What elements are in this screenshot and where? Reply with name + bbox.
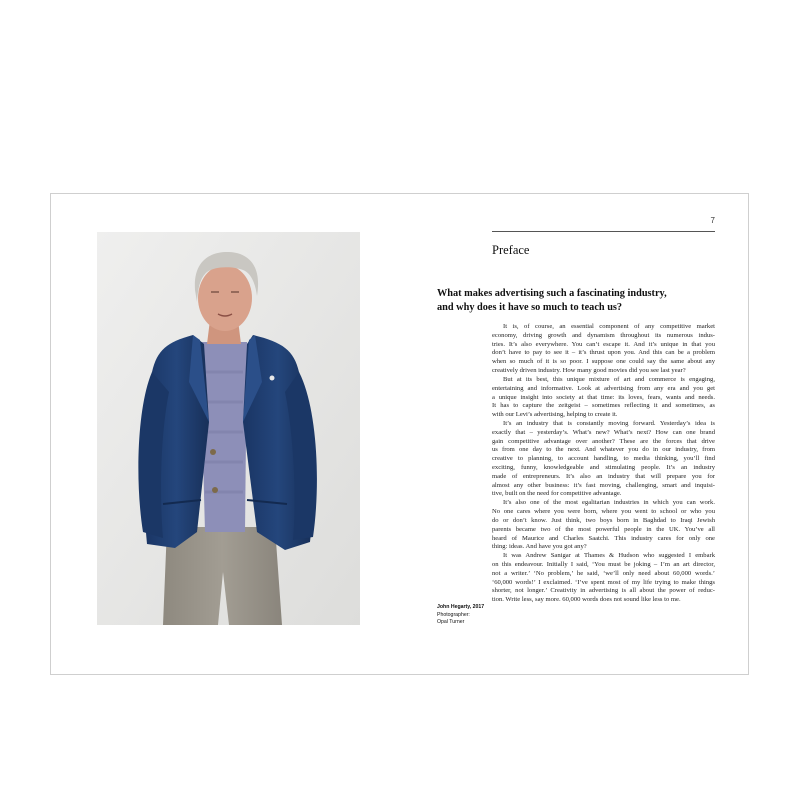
- body-line: do or don’t know. Just think, two boys born in Baghdad to Iraqi Jewish: [492, 516, 715, 524]
- body-line: tries. It’s also everywhere. You can’t escape it. And it’s unique in that you: [492, 340, 715, 348]
- body-line: almost any other business: it’s fast moving, challenging, smart and inquisi-: [492, 481, 715, 489]
- header-rule: [492, 231, 715, 232]
- body-line: creatively driven industry. How many good movies did you see last year?: [492, 367, 686, 375]
- body-line: not a writer.’ ‘No problem,’ he said, ‘we’ll only need about 60,000 words.’: [492, 569, 715, 577]
- book-spread: [50, 193, 749, 675]
- body-line: with our Levi’s advertising, helping to create it.: [492, 411, 618, 419]
- body-line: creative to planning, to account handling, to media thinking, you’ll find: [492, 455, 715, 463]
- body-line: economy, driving growth and dynamism throughout its numerous indus-: [492, 331, 715, 339]
- body-line: when so much of it is so poor. I suppose one could say the same about any: [492, 358, 715, 366]
- section-title: Preface: [492, 243, 530, 257]
- body-line: It was Andrew Sanigar at Thames & Hudson who suggested I embark: [503, 552, 715, 560]
- photo-caption: [437, 604, 497, 627]
- portrait-photo: [97, 232, 360, 625]
- caption-credit-name: Opal Turner: [437, 619, 465, 626]
- portrait-illustration: [97, 232, 360, 625]
- body-line: shorter, not longer.’ Creativity in advertising is all about the power of reduc-: [492, 587, 715, 595]
- body-line: parents became two of the most powerful people in the UK. You’ve all: [492, 525, 715, 533]
- body-line: us from one day to the next. And whatever you do in our industry, from: [492, 446, 715, 454]
- body-line: tion. Write less, say more. 60,000 words does not sound like less to me.: [492, 596, 681, 604]
- body-line: thing: ideas. And have you got any?: [492, 543, 587, 551]
- body-line: But at its best, this unique mixture of art and commerce is engaging,: [503, 375, 715, 383]
- lead-question-line: and why does it have so much to teach us?: [437, 302, 623, 314]
- body-text: [492, 323, 715, 605]
- body-line: ‘60,000 words!’ I exclaimed. ‘I’ve spent most of my life trying to make things: [492, 578, 715, 586]
- body-line: It has to capture the zeitgeist – sometimes reflecting it and sometimes, as: [492, 402, 715, 410]
- body-line: exciting, funny, knowledgeable and stimulating people. It’s an industry: [492, 464, 715, 471]
- body-line: tive, built on the need for competitive advantage.: [492, 490, 622, 498]
- body-line: don’t have to pay to see it – it’s thrust upon you. And this can be a problem: [492, 349, 715, 357]
- lead-question: [437, 287, 717, 316]
- body-line: a unique insight into society at that time: its loves, fears, wants and needs.: [492, 393, 715, 401]
- body-line: made of entrepreneurs. It’s also an industry that will prepare you for: [492, 472, 715, 480]
- body-line: No one cares where you were born, where you went to school or who you: [492, 508, 715, 516]
- body-line: It is, of course, an essential component of any competitive market: [503, 323, 715, 330]
- body-line: on this endeavour. Initially I said, ‘You must be joking – I’m an art director,: [492, 560, 715, 568]
- caption-credit-label: Photographer:: [437, 611, 470, 618]
- body-line: exactly that – yesterday’s. What’s new? What’s next? How can one brand: [492, 428, 715, 436]
- body-line: gain competitive advantage over another? These are the forces that drive: [492, 437, 715, 445]
- body-line: It’s an industry that is constantly moving forward. Yesterday’s idea is: [503, 419, 715, 427]
- body-line: heard of Maurice and Charles Saatchi. This industry cares for only one: [492, 534, 715, 542]
- lead-question-line: What makes advertising such a fascinating industry,: [437, 288, 667, 299]
- body-line: It’s also one of the most egalitarian industries in which you can work.: [503, 499, 715, 507]
- page-number: 7: [710, 216, 715, 225]
- caption-name: John Hegarty, 2017: [437, 604, 485, 610]
- body-line: entertaining and informative. Look at advertising from any era and you get: [492, 384, 715, 392]
